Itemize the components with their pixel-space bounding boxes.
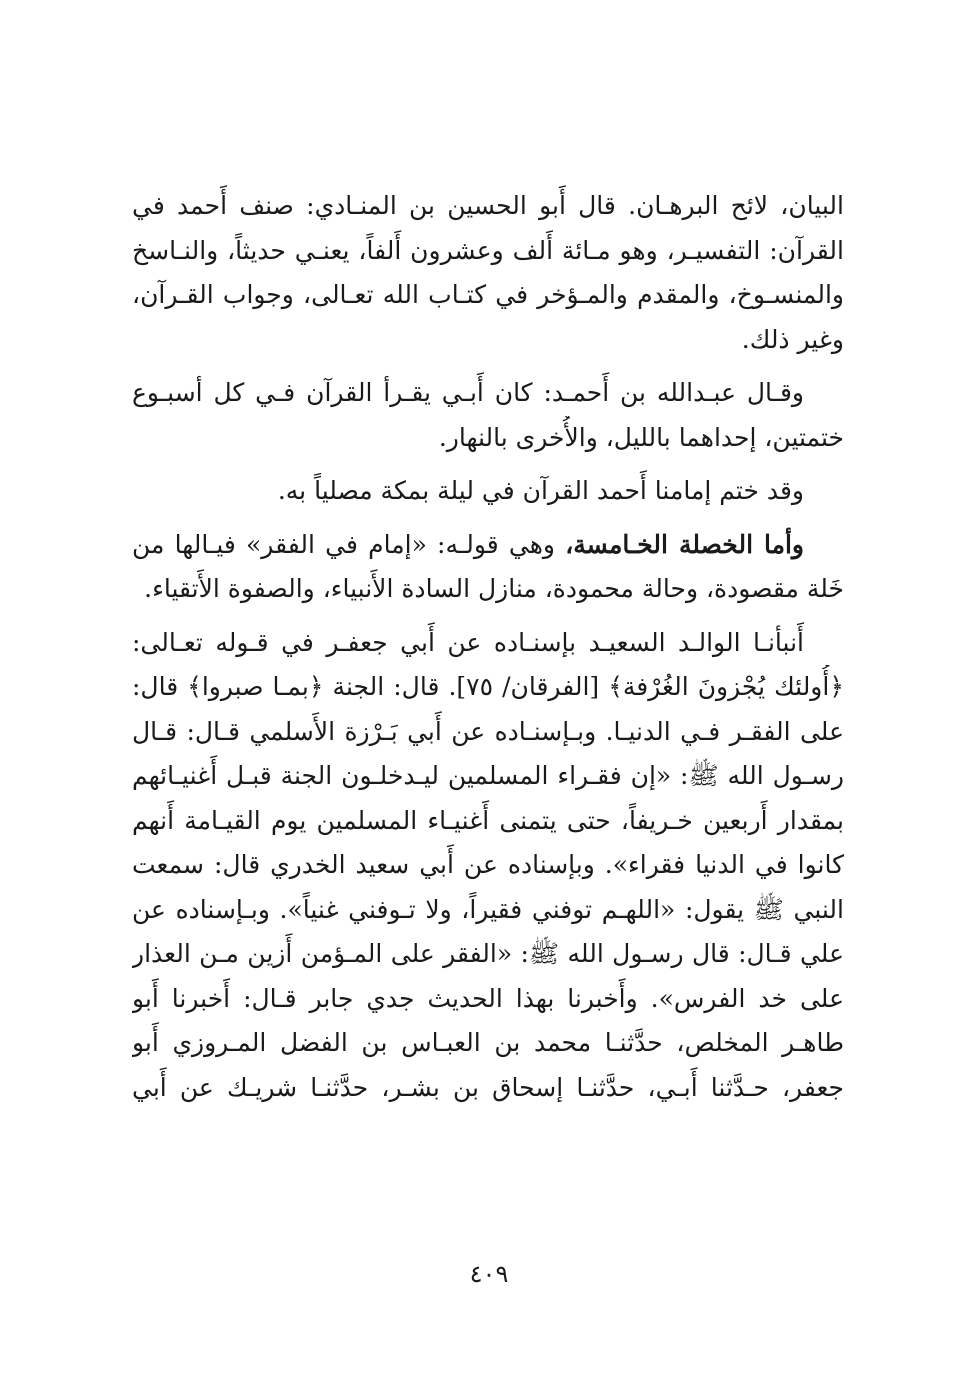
page-number: ٤٠٩ xyxy=(469,1260,509,1288)
text-line: خَلة مقصودة، وحالة محمودة، منازل السادة الأَنبياء، والصفوة الأَتقياء. xyxy=(144,574,844,603)
text-line: وقـال عبـدالله بن أَحمـد: كان أَبـي يقـرأ القرآن فـي كل أسبـوع xyxy=(132,378,804,407)
text-line: وقد ختم إمامنا أَحمد القرآن في ليلة بمكة مصلياً به. xyxy=(277,476,804,505)
text-line: النبي ﷺ يقول: «اللهـم توفني فقيراً، ولا تـوفني غنياً». وبـإسناده عن xyxy=(132,894,844,924)
text-line: على خد الفرس». وأَخبرنا بهذا الحديث جدي جابر قـال: أَخبرنا أَبو xyxy=(132,983,844,1013)
paragraph-1 xyxy=(132,184,844,362)
paragraph-3 xyxy=(132,469,844,514)
text-line: طاهـر المخلص، حدَّثنـا محمد بن العبـاس بن الفضل المـروزي أَبو xyxy=(132,1028,844,1057)
line-rest: وهي قولـه: «إمام في الفقر» فيـالها من xyxy=(132,529,566,559)
text-line: رسـول الله ﷺ: «إن فقـراء المسلمين ليـدخلـون الجنة قبـل أَغنيـائهم xyxy=(132,761,844,790)
text-line: كانوا في الدنيا فقراء». وبإسناده عن أَبي سعيد الخدري قال: سمعت xyxy=(132,850,844,879)
text-line: وغير ذلك. xyxy=(741,324,844,354)
text-line: أَنبأنـا الوالـد السعيـد بإسنـاده عن أَبي جعفـر في قـوله تعـالى: xyxy=(132,627,804,657)
text-line: البيان، لائح البرهـان. قال أَبو الحسين بن المنـادي: صنف أَحمد في xyxy=(132,191,844,220)
text-line: ختمتين، إحداهما بالليل، والأُخرى بالنهار. xyxy=(438,422,844,452)
text-line: والمنسـوخ، والمقدم والمـؤخر في كتـاب الله تعـالى، وجواب القـرآن، xyxy=(132,280,844,309)
body-text xyxy=(132,184,844,1110)
text-line: جعفر، حـدَّثنا أَبـي، حدَّثنـا إسحاق بن بشـر، حدَّثنـا شريـك عن أَبي xyxy=(132,1072,844,1102)
text-line xyxy=(132,523,844,568)
text-line: بمقدار أَربعين خـريفاً، حتى يتمنى أَغنيـاء المسلمين يوم القيـامة أَنهم xyxy=(132,805,844,835)
paragraph-4 xyxy=(132,523,844,612)
bold-heading: وأما الخصلة الخـامسة، xyxy=(565,529,804,559)
text-line: ﴿أُولئك يُجْزونَ الغُرْفة﴾ [الفرقان/ ٧٥]. قال: الجنة ﴿بمـا صبروا﴾ قال: xyxy=(132,672,844,701)
paragraph-2 xyxy=(132,371,844,460)
text-line: علي قـال: قال رسـول الله ﷺ: «الفقر على المـؤمن أَزين مـن العذار xyxy=(132,939,844,968)
text-line: على الفقـر فـي الدنيـا. وبـإسنـاده عن أَبي بَـرْزة الأَسلمي قـال: قـال xyxy=(132,716,844,746)
paragraph-5 xyxy=(132,621,844,1111)
text-line: القرآن: التفسيـر، وهو مـائة أَلف وعشرون أَلفاً، يعنـي حديثاً، والنـاسخ xyxy=(132,235,844,265)
